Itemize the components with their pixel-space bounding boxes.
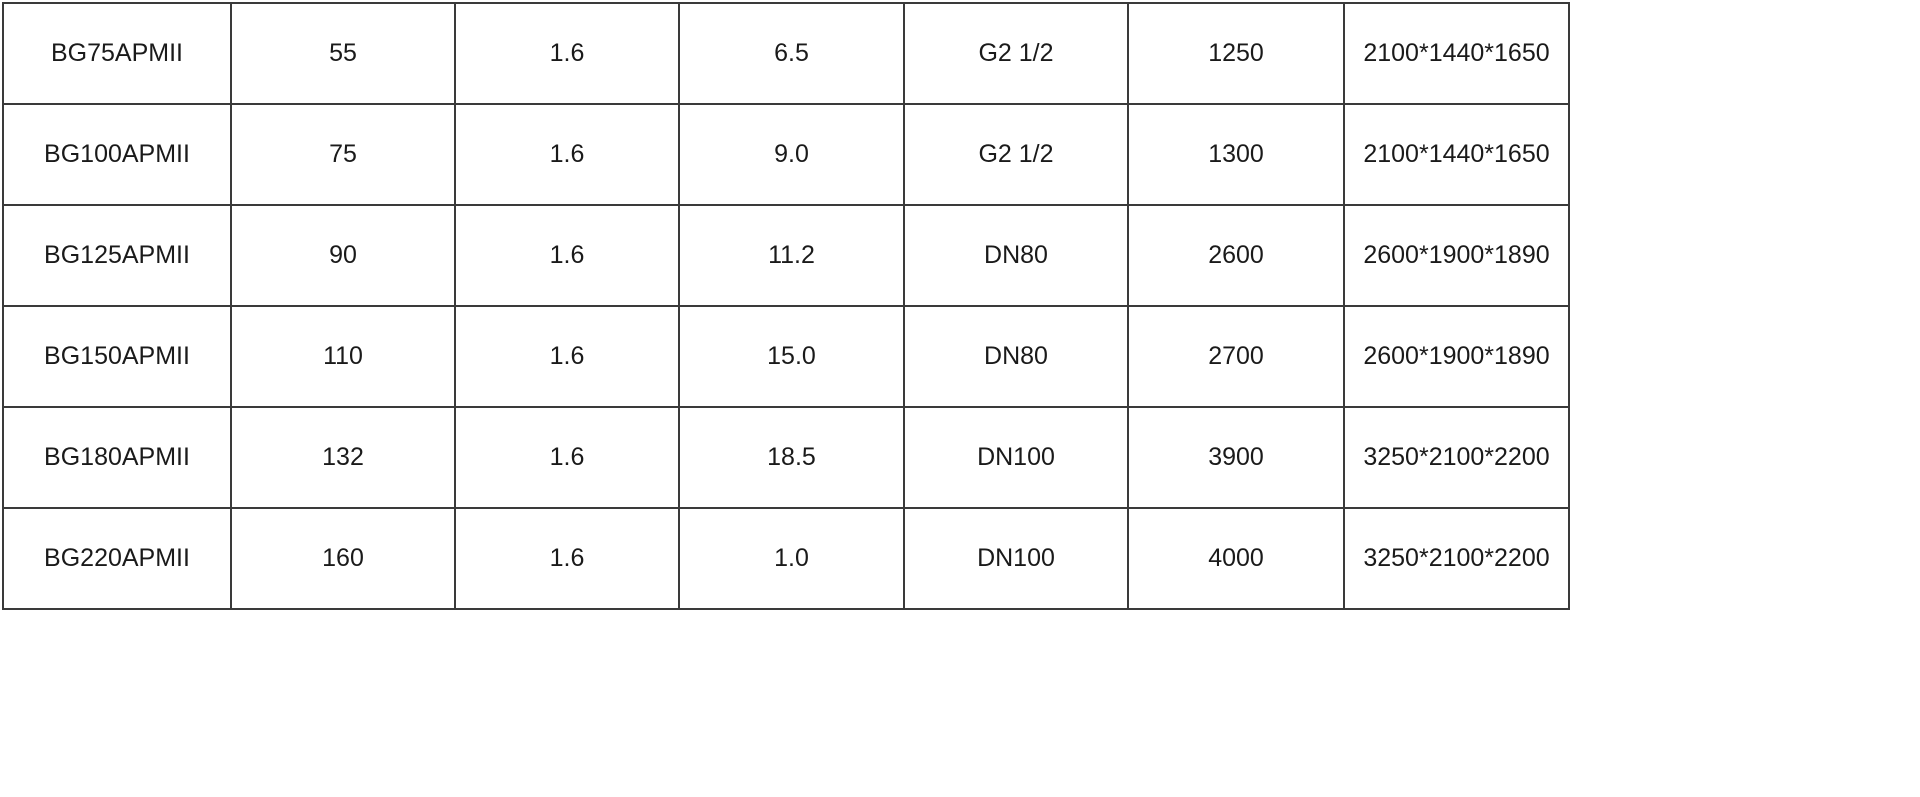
cell-dimensions: 3250*2100*2200 [1344, 407, 1569, 508]
cell-model: BG220APMII [3, 508, 231, 609]
cell-power: 132 [231, 407, 455, 508]
cell-weight: 1300 [1128, 104, 1344, 205]
cell-dimensions: 2100*1440*1650 [1344, 3, 1569, 104]
document-page [0, 2, 1920, 797]
cell-dimensions: 2600*1900*1890 [1344, 306, 1569, 407]
cell-capacity: 1.0 [679, 508, 904, 609]
cell-outlet: DN100 [904, 508, 1128, 609]
cell-weight: 2700 [1128, 306, 1344, 407]
cell-dimensions: 2100*1440*1650 [1344, 104, 1569, 205]
cell-pressure: 1.6 [455, 306, 679, 407]
cell-outlet: DN80 [904, 306, 1128, 407]
cell-power: 90 [231, 205, 455, 306]
cell-capacity: 11.2 [679, 205, 904, 306]
cell-outlet: DN100 [904, 407, 1128, 508]
cell-model: BG180APMII [3, 407, 231, 508]
cell-model: BG125APMII [3, 205, 231, 306]
cell-outlet: G2 1/2 [904, 104, 1128, 205]
cell-weight: 4000 [1128, 508, 1344, 609]
cell-power: 110 [231, 306, 455, 407]
cell-outlet: G2 1/2 [904, 3, 1128, 104]
cell-power: 55 [231, 3, 455, 104]
table-row [3, 3, 1569, 104]
cell-pressure: 1.6 [455, 104, 679, 205]
cell-capacity: 6.5 [679, 3, 904, 104]
table-row [3, 104, 1569, 205]
table-row [3, 205, 1569, 306]
cell-weight: 1250 [1128, 3, 1344, 104]
table-body [3, 3, 1569, 609]
cell-capacity: 9.0 [679, 104, 904, 205]
cell-model: BG150APMII [3, 306, 231, 407]
table-row [3, 407, 1569, 508]
cell-dimensions: 3250*2100*2200 [1344, 508, 1569, 609]
cell-model: BG100APMII [3, 104, 231, 205]
cell-pressure: 1.6 [455, 205, 679, 306]
cell-dimensions: 2600*1900*1890 [1344, 205, 1569, 306]
cell-outlet: DN80 [904, 205, 1128, 306]
cell-capacity: 15.0 [679, 306, 904, 407]
cell-pressure: 1.6 [455, 508, 679, 609]
cell-power: 75 [231, 104, 455, 205]
cell-pressure: 1.6 [455, 3, 679, 104]
cell-weight: 3900 [1128, 407, 1344, 508]
cell-power: 160 [231, 508, 455, 609]
table-row [3, 508, 1569, 609]
cell-pressure: 1.6 [455, 407, 679, 508]
cell-weight: 2600 [1128, 205, 1344, 306]
cell-capacity: 18.5 [679, 407, 904, 508]
table-row [3, 306, 1569, 407]
cell-model: BG75APMII [3, 3, 231, 104]
specification-table [2, 2, 1570, 610]
